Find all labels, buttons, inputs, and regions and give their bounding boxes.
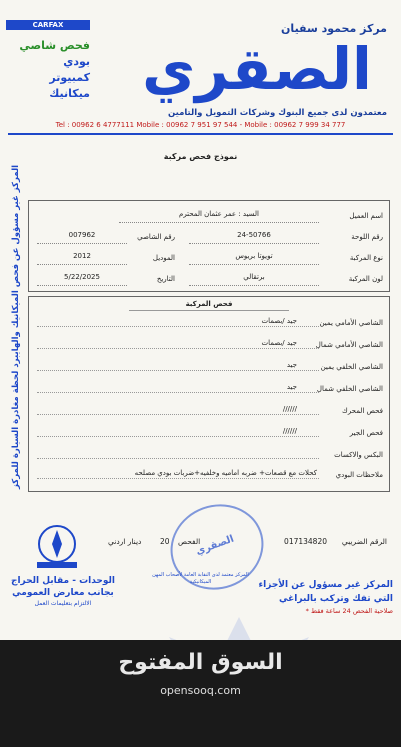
address-note: الالتزام بتعليمات العمل [34,600,92,607]
inspection-label: الشاصي الخلفي يمين [320,363,383,371]
inspection-value: ////// [282,405,297,413]
inspection-value: جيد [286,361,297,369]
date-label: التاريخ [156,275,175,283]
address-block [8,575,118,608]
chassis-label: رقم الشاصي [137,233,175,241]
inspection-label: البكس والاكسات [334,451,383,459]
type-value: تويوتا بريوس [189,252,319,265]
brand-logo: الصقري [142,35,372,103]
customer-label: اسم العميل [349,212,383,220]
inspection-row [29,315,389,333]
customer-value: السيد : عمر عثمان المحترم [119,210,319,223]
side-note [10,164,22,490]
inspection-box [28,296,390,492]
terms-text: المركز معتمد لدى النقابة العامة لأصحاب المهن الميكانيكية [152,572,249,585]
liability-line: المركز غير مسؤول عن الأجزاء [258,580,393,590]
dotted-line [37,348,319,349]
liability-line: التي تفك وتركب بالبراغي [279,594,393,604]
fee-label: الفحص [178,537,201,546]
inspection-value: جيد /بصمات [261,339,297,347]
customer-row [29,205,389,227]
tagline: معتمدون لدى جميع البنوك وشركات التمويل والتامين [167,108,387,118]
inspection-label: ملاحظات البودي [335,471,383,479]
dotted-line [37,392,319,393]
inspection-row [29,381,389,399]
tax-label: الرقم الضريبي [341,537,387,546]
service-item: بودي [63,55,90,68]
inspection-value: جيد [286,383,297,391]
vehicle-info-box [28,200,390,292]
side-note-text: المركز غير مسؤول عن فحص الميكانيك والهايبرد لحظة مغادرة السيارة للمركز [11,164,21,489]
dotted-line [37,478,319,479]
inspection-label: الشاصي الأمامي شمال [315,341,383,349]
inspection-title: فحص المركبة [185,300,233,308]
chassis-value: 007962 [37,231,127,244]
color-row [29,268,389,290]
service-item: كمبيوتر [49,71,90,84]
tax-value: 017134820 [284,537,327,546]
dotted-line [37,370,319,371]
watermark-latin: opensooq.com [160,684,241,697]
services-list [6,38,90,102]
inspection-row [29,359,389,377]
inspection-label: فحص الجير [349,429,383,437]
crest-icon [22,520,92,575]
center-name: مركز محمود سفيان [281,22,387,35]
stamp-seal-text: الصقري [194,533,236,558]
dotted-line [37,414,319,415]
inspection-label: الشاصي الأمامي يمين [319,319,383,327]
validity-note: * صلاحية الفحص 24 ساعة فقط [305,607,393,615]
model-label: الموديل [152,254,175,262]
inspection-label: الشاصي الخلفي شمال [316,385,383,393]
header-divider [8,133,393,135]
currency: دينار اردني [108,537,142,546]
inspection-row [29,467,389,485]
address-line: بجانب معارض العمومي [12,588,114,598]
address-line: الوحدات - مقابل الحراج [10,576,116,586]
date-value: 5/22/2025 [37,273,127,286]
inspection-row [29,337,389,355]
fee-value: 20 [160,537,170,546]
type-row [29,247,389,269]
plate-label: رقم اللوحة [351,233,383,241]
color-label: لون المركبة [348,275,383,283]
dotted-line [37,436,319,437]
plate-row [29,226,389,248]
plate-value: 24-50766 [189,231,319,244]
inspection-row [29,447,389,465]
color-value: برتقالي [189,273,319,286]
form-title: نموذج فحص مركبة [163,152,238,161]
phone-numbers: Tel : 00962 6 4777111 Mobile : 00962 7 951 97 544 - Mobile : 00962 7 999 34 777 [55,121,346,129]
dotted-line [37,326,319,327]
service-item: فحص شاصي [19,39,90,52]
inspection-row [29,425,389,443]
inspection-row [29,403,389,421]
carfax-badge: CARFAX [6,20,90,30]
inspection-value: جيد /بصمات [261,317,297,325]
liability-note [253,578,393,616]
dotted-line [37,458,319,459]
service-item: ميكانيك [49,87,90,100]
type-label: نوع المركبة [349,254,383,262]
model-value: 2012 [37,252,127,265]
inspection-title-rule [129,310,289,311]
watermark-arabic: السوق المفتوح [118,650,283,675]
inspection-label: فحص المحرك [342,407,383,415]
inspection-value: كحلات مع قصعات+ ضربه اماميه وخلفيه+ضربات بودي مصلحه [134,469,317,477]
inspection-value: ////// [282,427,297,435]
